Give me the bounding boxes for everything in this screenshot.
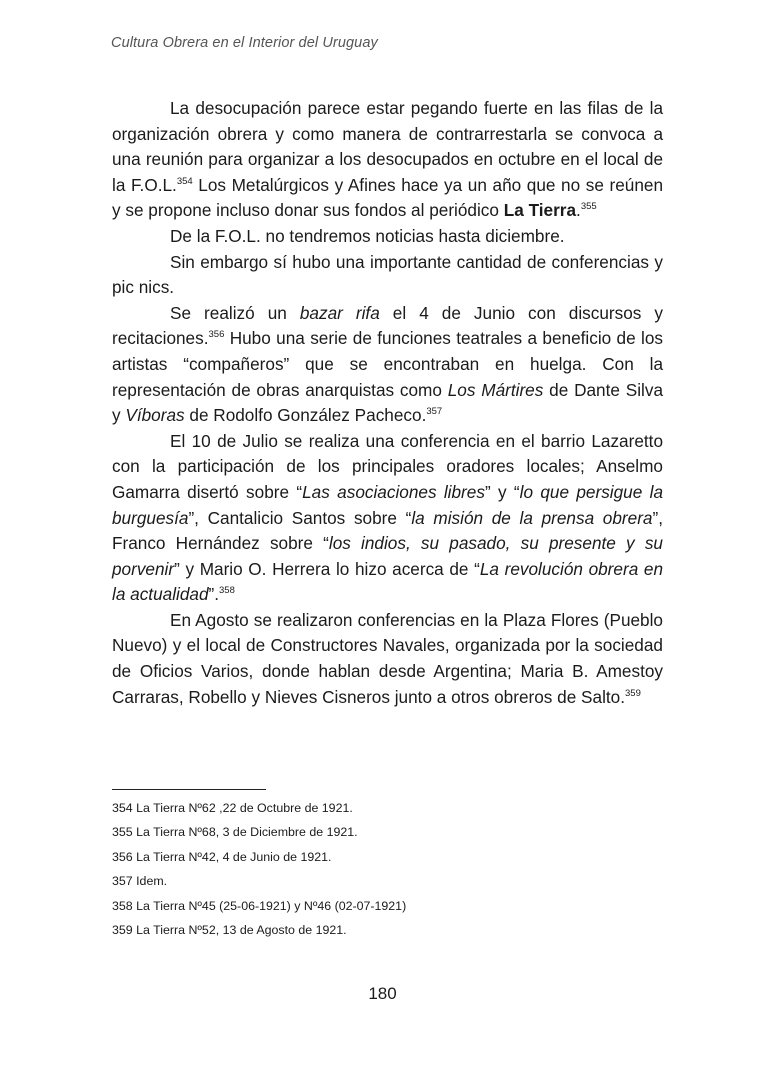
- body-text: [112, 96, 663, 710]
- running-head: Cultura Obrera en el Interior del Uruguay: [111, 35, 378, 51]
- footnote-ref-354: 354: [176, 175, 193, 187]
- footnote-ref-358: 358: [219, 585, 235, 597]
- footnote-359: 359 La Tierra Nº52, 13 de Agosto de 1921.: [112, 923, 347, 938]
- footnote-ref-356: 356: [208, 329, 225, 341]
- paragraph-2: De la F.O.L. no tendremos noticias hasta diciembre.: [170, 225, 565, 246]
- footnote-ref-357: 357: [426, 406, 443, 418]
- paragraph-4: Se realizó un bazar rifa el 4 de Junio con discursos y recitaciones.$^{356}$ Hubo una serie de funciones teatrales a beneficio de los artistas “compañeros” que se encontraban en huelga. Con la representación de obras anarquistas como Los Mártires de Dante Silva y Víboras de Rodolfo González Pacheco.$^{357}$: [112, 302, 664, 426]
- footnotes: [112, 796, 663, 942]
- footnote-355: 355 La Tierra Nº68, 3 de Diciembre de 1921.: [112, 825, 358, 840]
- newspaper-title: La Tierra: [503, 200, 577, 221]
- paragraph-3: Sin embargo sí hubo una importante cantidad de conferencias y pic nics.: [112, 251, 663, 298]
- paragraph-1: La desocupación parece estar pegando fuerte en las filas de la organización obrera y como manera de contrarrestarla se convoca a una reunión para organizar a los desocupados en octubre en el local de la F.O.L.$^{354}$ Los Metalúrgicos y Afines hace ya un año que no se reúnen y se propone incluso donar sus fondos al periódico La Tierra.$^{355}$: [112, 98, 664, 221]
- footnote-354: 354 La Tierra Nº62 ,22 de Octubre de 1921.: [112, 801, 353, 815]
- footnote-ref-359: 359: [625, 687, 641, 699]
- page-number: 180: [368, 984, 397, 1003]
- footnote-358: 358 La Tierra Nº45 (25-06-1921) y Nº46 (02-07-1921): [112, 898, 407, 913]
- footnote-357: 357 Idem.: [112, 874, 168, 889]
- paragraph-5: El 10 de Julio se realiza una conferencia en el barrio Lazaretto con la participación de los principales oradores locales; Anselmo Gamarra disertó sobre “Las asociaciones libres” y “lo que persigue la burguesía”, Cantalicio Santos sobre “la misión de la prensa obrera”, Franco Hernández sobre “los indios, su pasado, su presente y su porvenir” y Mario O. Herrera lo hizo acerca de “La revolución obrera en la actualidad”.$^{358}$: [112, 430, 664, 605]
- paragraph-6: En Agosto se realizaron conferencias en la Plaza Flores (Pueblo Nuevo) y el local de Constructores Navales, organizada por la sociedad de Oficios Varios, donde hablan desde Argentina; Maria B. Amestoy Carraras, Robello y Nieves Cisneros junto a otros obreros de Salto.$^{359}$: [112, 609, 663, 707]
- footnote-356: 356 La Tierra Nº42, 4 de Junio de 1921.: [112, 849, 332, 864]
- footnote-ref-355: 355: [580, 201, 597, 213]
- footnote-divider: [112, 789, 266, 790]
